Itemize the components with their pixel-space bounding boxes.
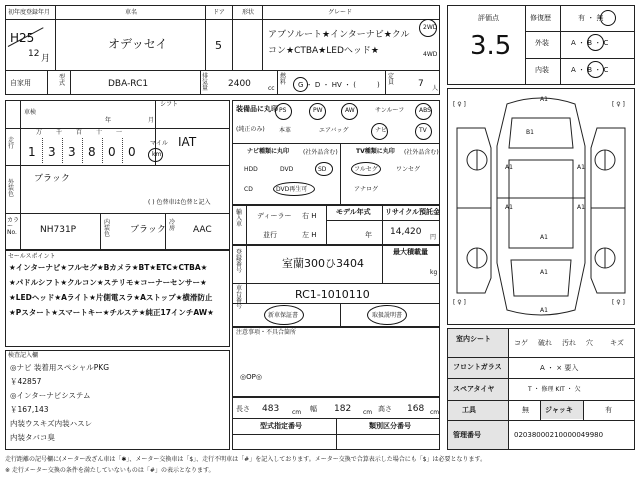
repair-label: 修復歴 [530, 14, 551, 22]
tv-title: TV種類に丸印 [356, 148, 395, 155]
seat-condition-col: 穴 [586, 339, 593, 347]
inspector-note-line: ￥167,143 [10, 405, 49, 414]
sales-point-line: ★パドルシフト★クルコン★ステリモ★コーナーセンサー★ [9, 278, 207, 287]
ac-label: 冷房 [169, 219, 176, 232]
doors-label: ドア [213, 9, 225, 16]
max-load-label: 最大積載量 [393, 248, 428, 256]
mileage-unit-label: 千 [56, 129, 63, 136]
repair-none-circle [600, 10, 616, 26]
vin: RC1-1010110 [295, 288, 370, 301]
ext-color-label: 外装色 [8, 179, 15, 198]
exterior-b-circle [587, 34, 604, 51]
footer-line2: ※ 走行メーター交換の条件を満たしていないものは「#」の表示となります。 [5, 467, 215, 474]
option-item: DVD [280, 166, 294, 173]
dmg-a1-left-rear: A1 [505, 204, 513, 211]
tv-note: (社外品含む) [404, 149, 439, 156]
distance-label: 走行 [8, 137, 15, 150]
first-reg-month: 12 [28, 49, 40, 59]
bracket-front-right: [ ♀ ] [612, 101, 625, 108]
inspector-note-line: 内装ウスキズ内装ハスレ [10, 419, 93, 428]
score-label: 評価点 [478, 14, 499, 22]
option-item: CD [244, 186, 253, 193]
model-year-value: 年 [365, 231, 372, 239]
import-left: 左 H [302, 231, 317, 239]
length-label: 長さ [236, 405, 250, 413]
option-item: ワンセグ [396, 166, 421, 173]
fuel-options: G ・ D ・ HV ・ ( ) [298, 81, 380, 89]
ac-value: AAC [193, 225, 212, 235]
equipment-item: ナビ [375, 127, 388, 134]
footer-line1: 走行距離の記号欄に(メーター改ざん車は「✱」、メーター交換車は「$」、走行不明車は「#」を記入しております。メーター交換で合算表示した場合にも「$」は必要となります。 [5, 456, 487, 463]
plate-use-label: 自家用 [10, 79, 31, 87]
spare-label: スペアタイヤ [453, 385, 495, 393]
mgmt-label: 管理番号 [453, 431, 481, 439]
option-item: フルセグ [354, 166, 378, 173]
jack-value: 有 [605, 406, 612, 414]
equipment-subtitle: (純正のみ) [236, 126, 265, 133]
first-reg-era: H25 [10, 31, 35, 45]
equipment-selected-circle [275, 103, 292, 120]
height-cm: cm [430, 409, 440, 416]
equipment-item: PS [279, 107, 287, 114]
reg-no: 室蘭300ひ3404 [282, 257, 364, 270]
shaken-year-label: 年 [105, 117, 112, 124]
equipment-item: AW [345, 107, 355, 114]
import-parallel: 並行 [263, 231, 277, 239]
capacity-label: 定員 [388, 73, 395, 86]
option-item: SD [318, 166, 327, 173]
mileage-digit: 0 [128, 145, 136, 159]
tools-label: 工具 [462, 406, 476, 414]
equipment-item: エアバッグ [319, 127, 349, 134]
equipment-item: TV [419, 127, 427, 134]
interior-seat-label: 室内シート [456, 335, 491, 343]
tools-value: 無 [522, 406, 529, 414]
type-spec-label: 型式指定番号 [260, 422, 302, 430]
color-no-label: カラー No. [7, 217, 20, 236]
km-label: km [152, 151, 162, 158]
defects-frame [232, 327, 440, 397]
equipment-title: 装備品に丸印 [236, 105, 278, 113]
equipment-item: PW [313, 107, 323, 114]
mileage-digit: 1 [28, 145, 36, 159]
interior-options: A ・ B ・ C [571, 66, 609, 74]
mileage-unit-label: 万 [36, 129, 43, 136]
equipment-item: ABS [419, 107, 431, 114]
car-diagram [447, 88, 635, 325]
length-value: 483 [262, 404, 280, 414]
height-label: 高さ [378, 405, 392, 413]
dmg-a1-rear: A1 [540, 307, 548, 314]
option-selected-circle [273, 182, 315, 196]
grade-line1: アブソルート★インターナビ★クル [268, 30, 410, 40]
class-label: 類別区分番号 [369, 422, 411, 430]
score: 3.5 [470, 31, 512, 61]
bracket-rear-left: [ ♀ ] [453, 299, 466, 306]
car-name: オデッセイ [108, 37, 168, 51]
manual-circle [367, 305, 407, 325]
interior-label: 内装 [535, 66, 549, 74]
capacity-unit: 人 [432, 85, 439, 92]
import-dealer: ディーラー [257, 212, 292, 220]
month-suffix: 月 [41, 54, 51, 64]
sales-point-line: ★インターナビ★フルセグ★Bカメラ★BT★ETC★CTBA★ [9, 263, 208, 272]
mileage-digit: 3 [68, 145, 76, 159]
drive-2wd: 2WD [423, 24, 438, 31]
seat-condition-col: コゲ [514, 339, 528, 347]
navi-note: (社外品含む) [303, 149, 338, 156]
drive-4wd: 4WD [423, 51, 438, 58]
equipment-selected-circle [415, 103, 432, 120]
import-right: 右 H [302, 212, 317, 220]
equipment-item: 本革 [279, 127, 292, 134]
option-item: DVD再生可 [276, 186, 308, 193]
width-cm: cm [363, 409, 373, 416]
new-warranty-circle [264, 305, 304, 325]
dmg-a1-left-front: A1 [505, 164, 513, 171]
body-label: 形状 [242, 9, 255, 16]
fuel-g-circle [293, 77, 308, 92]
mileage-unit-label: 百 [76, 129, 83, 136]
vin-label: 車台番号 [236, 285, 243, 310]
inspector-notes-title: 検査記入欄 [8, 352, 39, 359]
max-load-kg: kg [430, 269, 438, 276]
option-selected-circle [351, 162, 381, 176]
equipment-selected-circle [341, 103, 358, 120]
fuel-label: 燃料 [280, 73, 287, 86]
mileage-unit-label: 一 [116, 129, 123, 136]
mileage-unit-label: 十 [96, 129, 103, 136]
bracket-rear-right: [ ♀ ] [612, 299, 625, 306]
first-reg-label: 初年度登録年月 [8, 9, 51, 16]
km-circle [148, 148, 163, 162]
model-year-label: モデル年式 [336, 208, 371, 216]
spare-value: T ・ 修理 KIT ・ 欠 [528, 386, 581, 393]
mileage-digit: 8 [88, 145, 96, 159]
cc-label: cc [268, 85, 275, 92]
shift-value: IAT [178, 135, 197, 149]
sales-point-line: ★LEDヘッド★Aライト★片側電スラ★Aストップ★横滑防止 [9, 293, 213, 302]
shift-label: シフト [160, 101, 179, 108]
equipment-item: サンルーフ [375, 107, 405, 114]
ext-color: ブラック [34, 174, 70, 184]
color-no: NH731P [40, 225, 77, 235]
option-selected-circle [315, 162, 333, 176]
inspector-note-line: ￥42857 [10, 377, 42, 386]
option-item: アナログ [354, 186, 379, 193]
manual: 取扱説明書 [372, 312, 403, 319]
mileage-digit: 3 [48, 145, 56, 159]
equipment-selected-circle [415, 123, 432, 140]
jack-label: ジャッキ [545, 406, 573, 414]
navi-title: ナビ種類に丸印 [247, 148, 290, 155]
option-item: HDD [244, 166, 258, 173]
defects-value: ◎OP◎ [240, 373, 262, 381]
recycle-label: リサイクル預託金 [385, 208, 441, 216]
grade-line2: コン★CTBA★LEDヘッド★ [268, 46, 379, 56]
mileage-odometer [22, 130, 152, 163]
new-warranty: 新車保証書 [268, 312, 299, 319]
recycle-value: 14,420 [390, 227, 422, 237]
width-label: 幅 [310, 405, 317, 413]
defects-title: 注意事項・不具合箇所 [236, 329, 297, 336]
mileage-digit: 0 [108, 145, 116, 159]
height-value: 168 [407, 404, 425, 414]
import-label: 輸入車 [236, 209, 243, 228]
exterior-label: 外装 [535, 39, 549, 47]
length-cm: cm [292, 409, 302, 416]
model: DBA-RC1 [108, 79, 149, 89]
bracket-front-left: [ ♀ ] [453, 101, 466, 108]
dmg-a1-trunk: A1 [540, 269, 548, 276]
int-color-label: 内装色 [104, 219, 111, 238]
seat-condition-col: 破れ [538, 339, 552, 347]
shaken-label: 車検 [24, 109, 37, 116]
inspector-note-line: 内装タバコ臭 [10, 433, 55, 442]
sales-points-title: セールスポイント [8, 253, 56, 260]
interior-b-circle [587, 61, 604, 78]
dmg-b1-hood: B1 [526, 129, 534, 136]
grade-label: グレード [328, 9, 353, 16]
equipment-selected-circle [309, 103, 326, 120]
dmg-a1-roof: A1 [540, 234, 548, 241]
shaken-month-label: 月 [148, 117, 155, 124]
inspector-note-line: ◎ナビ 装着用スペシャルPKG [10, 363, 110, 372]
width-value: 182 [334, 404, 352, 414]
seat-condition-col: キズ [610, 339, 624, 347]
displacement-label: 排気量 [202, 73, 209, 92]
seat-condition-col: 汚れ [562, 339, 576, 347]
exterior-options: A ・ B ・ C [571, 39, 609, 47]
mgmt-no: 02038000210000049980 [514, 431, 604, 439]
dmg-a1-right-rear: A1 [577, 204, 585, 211]
doors: 5 [215, 39, 222, 52]
drive-2wd-circle [419, 19, 437, 37]
recycle-yen: 円 [430, 234, 437, 241]
int-color: ブラック [130, 225, 166, 235]
capacity: 7 [418, 79, 424, 89]
car-name-label: 車名 [125, 9, 138, 16]
displacement: 2400 [228, 79, 251, 89]
reg-no-label: 登録番号 [236, 249, 243, 274]
sales-point-line: ★Pスタート★スマートキー★チルステ★純正17インチAW★ [9, 308, 214, 317]
windshield-value: A ・ × 要入 [540, 364, 579, 372]
type-label: 型式 [59, 74, 66, 87]
dmg-a1-right-front: A1 [577, 164, 585, 171]
equipment-selected-circle [371, 123, 388, 140]
color-note: ( ) 色替車は色替と記入 [148, 199, 211, 206]
inspector-note-line: ◎インターナビシステム [10, 391, 91, 400]
dmg-a1-front: A1 [540, 96, 548, 103]
windshield-label: フロントガラス [453, 363, 502, 371]
mile-label: マイル [150, 140, 168, 147]
repair-options: 有 ・ 無 [578, 14, 604, 22]
